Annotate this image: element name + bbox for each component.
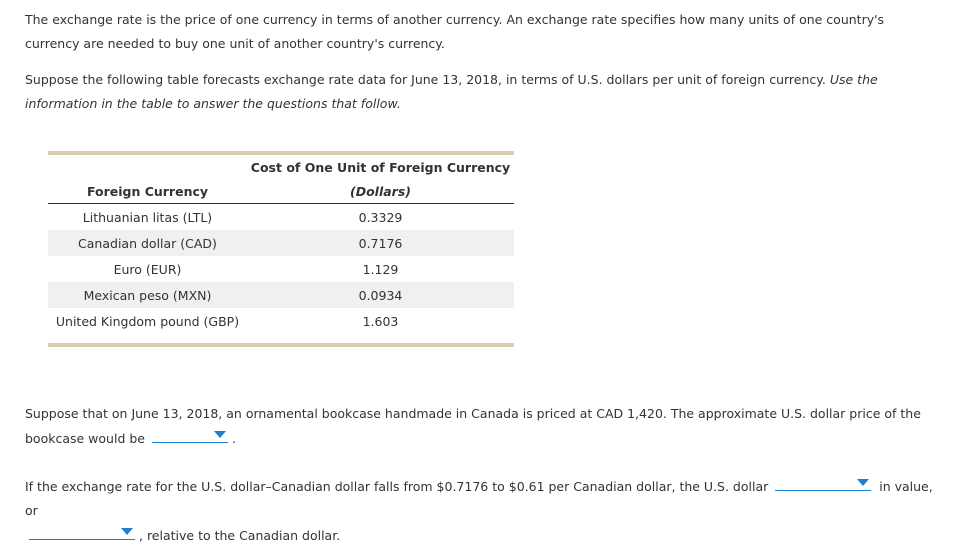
currency-cell: Canadian dollar (CAD) xyxy=(48,230,247,256)
table-row xyxy=(48,204,514,231)
cost-cell: 1.129 xyxy=(362,261,399,277)
table-row xyxy=(48,230,514,256)
table-row xyxy=(48,256,514,282)
dollar-value-change-dropdown[interactable] xyxy=(775,474,871,491)
header-cost-units: (Dollars) xyxy=(350,183,411,199)
question-2-end: , relative to the Canadian dollar. xyxy=(139,528,341,543)
currency-cell: Euro (EUR) xyxy=(113,261,182,277)
rates-table xyxy=(48,155,514,343)
question-1-end: . xyxy=(231,431,236,446)
header-cost: Cost of One Unit of Foreign Currency xyxy=(250,159,511,175)
appreciate-depreciate-dropdown[interactable] xyxy=(29,523,135,540)
intro-text-1: The exchange rate is the price of one currency in terms of another currency. An exchange rate specifies how many units of one country's currency are needed to buy one unit of another country's currency. xyxy=(25,12,885,51)
cost-cell: 0.7176 xyxy=(247,230,514,256)
table-bottom-rule xyxy=(48,343,514,347)
exchange-rate-table xyxy=(48,151,514,347)
question-2-text: If the exchange rate for the U.S. dollar–Canadian dollar falls from $0.7176 to $0.61 per Canadian dollar, the U.S. dollar xyxy=(25,479,769,494)
table-row xyxy=(48,282,514,308)
intro-paragraph-2 xyxy=(25,68,940,116)
chevron-down-icon xyxy=(121,528,133,535)
intro-text-2: Suppose the following table forecasts exchange rate data for June 13, 2018, in terms of U.S. dollars per unit of foreign currency. xyxy=(25,72,826,87)
header-currency: Foreign Currency xyxy=(86,183,209,199)
currency-cell: Lithuanian litas (LTL) xyxy=(82,209,213,225)
currency-cell: United Kingdom pound (GBP) xyxy=(55,313,240,329)
cost-cell: 1.603 xyxy=(362,313,399,329)
chevron-down-icon xyxy=(214,431,226,438)
chevron-down-icon xyxy=(857,479,869,486)
currency-cell: Mexican peso (MXN) xyxy=(48,282,247,308)
cost-cell: 0.0934 xyxy=(247,282,514,308)
question-2 xyxy=(25,474,940,548)
intro-instruction: Use the information in the table to answer the questions that follow. xyxy=(25,72,878,111)
question-1 xyxy=(25,402,940,451)
bookcase-price-dropdown[interactable] xyxy=(152,426,228,443)
header-spacer xyxy=(48,155,247,179)
cost-cell: 0.3329 xyxy=(358,209,403,225)
question-2-middle: in value, or xyxy=(25,479,933,518)
intro-paragraph-1 xyxy=(25,8,940,56)
table-row xyxy=(48,308,514,334)
question-1-text: Suppose that on June 13, 2018, an ornamental bookcase handmade in Canada is priced at CAD 1,420. The approximate U.S. dollar price of the bookcase would be xyxy=(25,406,921,446)
